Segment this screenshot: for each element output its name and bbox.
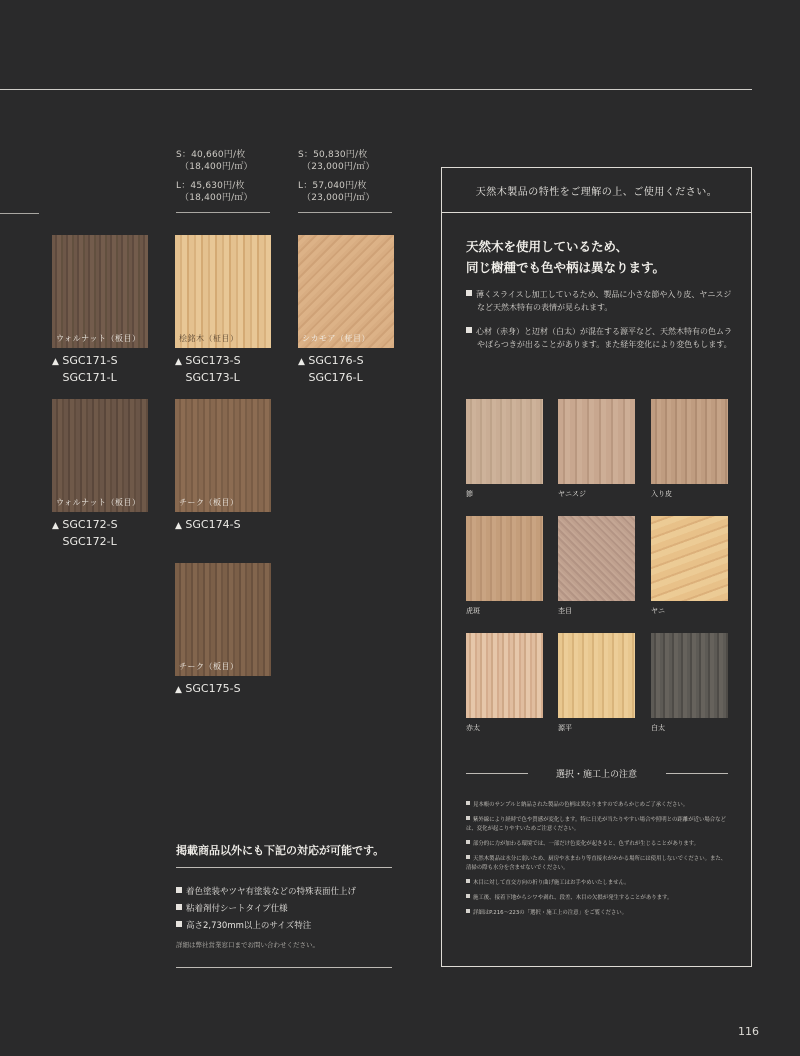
bullet-square-icon xyxy=(466,909,470,913)
natural-wood-notes-box xyxy=(441,167,752,967)
price-hinoki-s2: （18,400円/㎡） xyxy=(180,162,253,172)
product-code-sgc172: ▲ SGC172-S SGC172-L xyxy=(52,518,118,548)
sample-shirata xyxy=(651,633,728,718)
notes-bullet-2: 心材（赤身）と辺材（白太）が混在する源平など、天然木特有の色ムラやばらつきが出ることがあります。また経年変化により変色もします。 xyxy=(466,325,737,351)
product-code-sgc173: ▲ SGC173-S SGC173-L xyxy=(175,354,241,384)
sample-irikawa xyxy=(651,399,728,484)
sample-genpei xyxy=(558,633,635,718)
top-rule xyxy=(0,89,752,90)
options-item: 着色塗装やツヤ有塗装などの特殊表面仕上げ xyxy=(176,884,356,901)
sample-label: 虎斑 xyxy=(466,607,480,615)
options-rule-top xyxy=(176,867,392,868)
swatch-teak-sgc174 xyxy=(175,399,271,512)
notes-bullet-1: 薄くスライスし加工しているため、製品に小さな節や入り皮、ヤニスジなど天然木特有の表情が見られます。 xyxy=(466,288,737,314)
sample-yani xyxy=(651,516,728,601)
triangle-icon: ▲ xyxy=(175,685,182,695)
caution-item: 部分的に力が加わる環境では、一部だけ色変化が起きると、色ずれが生じることがあります。 xyxy=(466,840,728,849)
sample-label: 白太 xyxy=(651,724,665,732)
notes-headline-line1: 天然木を使用しているため、 xyxy=(466,239,629,254)
price-sycamore-s2: （23,000円/㎡） xyxy=(302,162,375,172)
cautions-rule-right xyxy=(666,773,728,774)
bullet-square-icon xyxy=(176,904,182,910)
price-hinoki-l1: L：45,630円/枚 xyxy=(176,181,245,191)
cautions-list xyxy=(466,801,728,918)
sample-label: ヤニスジ xyxy=(558,490,586,498)
product-code-sgc175: ▲ SGC175-S xyxy=(175,682,241,695)
sample-label: 杢目 xyxy=(558,607,572,615)
bullet-square-icon xyxy=(466,327,472,333)
options-item: 粘着剤付シートタイプ仕様 xyxy=(176,901,356,918)
notes-header xyxy=(442,168,751,213)
triangle-icon: ▲ xyxy=(52,521,59,531)
bullet-square-icon xyxy=(466,855,470,859)
bullet-square-icon xyxy=(466,840,470,844)
swatch-label: ウォルナット（板目） xyxy=(56,498,141,507)
swatch-label: チーク（板目） xyxy=(179,662,239,671)
triangle-icon: ▲ xyxy=(175,521,182,531)
price-sycamore-l2: （23,000円/㎡） xyxy=(302,193,375,203)
product-code-sgc176: ▲ SGC176-S SGC176-L xyxy=(298,354,364,384)
notes-headline-line2: 同じ樹種でも色や柄は異なります。 xyxy=(466,260,666,275)
options-rule-bottom xyxy=(176,967,392,968)
sample-yanisuji xyxy=(558,399,635,484)
triangle-icon: ▲ xyxy=(52,357,59,367)
price-rule-sycamore xyxy=(298,212,392,213)
bullet-square-icon xyxy=(176,887,182,893)
swatch-label: シカモア（柾目） xyxy=(302,334,370,343)
caution-item: 木目に対して直交方向の折り曲げ施工はお手やめいたしません。 xyxy=(466,879,728,888)
caution-item: 見本帳のサンプルと納品された製品の色柄は異なりますのであらかじめご了承ください。 xyxy=(466,801,728,810)
sample-label: ヤニ xyxy=(651,607,665,615)
sample-akata xyxy=(466,633,543,718)
bullet-square-icon xyxy=(466,894,470,898)
sample-mokume xyxy=(558,516,635,601)
triangle-icon: ▲ xyxy=(175,357,182,367)
sample-fushi xyxy=(466,399,543,484)
bullet-square-icon xyxy=(466,879,470,883)
sample-torafu xyxy=(466,516,543,601)
bullet-square-icon xyxy=(176,921,182,927)
caution-item: 施工後、接着下地からシワや剥れ、段差、木目の欠損が発生することがあります。 xyxy=(466,894,728,903)
product-code-sgc174: ▲ SGC174-S xyxy=(175,518,241,531)
swatch-label: チーク（板目） xyxy=(179,498,239,507)
swatch-walnut-sgc171 xyxy=(52,235,148,348)
caution-item: 天然木製品は水分に弱いため、厨房や水まわり等直接水がかかる場所には使用しないでください。また、清掃の際も水分を含ませないでください。 xyxy=(466,856,727,871)
swatch-walnut-sgc172 xyxy=(52,399,148,512)
price-hinoki-l2: （18,400円/㎡） xyxy=(180,193,253,203)
left-rule xyxy=(0,213,39,214)
swatch-label: ウォルナット（板目） xyxy=(56,334,141,343)
options-list xyxy=(176,884,356,935)
sample-label: 入り皮 xyxy=(651,490,672,498)
swatch-sycamore-sgc176 xyxy=(298,235,394,348)
price-sycamore-s1: S：50,830円/枚 xyxy=(298,150,368,160)
swatch-teak-sgc175 xyxy=(175,563,271,676)
swatch-label: 桧銘木（柾目） xyxy=(179,334,239,343)
swatch-hinoki-sgc173 xyxy=(175,235,271,348)
bullet-square-icon xyxy=(466,801,470,805)
price-hinoki-s1: S：40,660円/枚 xyxy=(176,150,246,160)
cautions-title: 選択・施工上の注意 xyxy=(555,770,637,780)
price-sycamore-l1: L：57,040円/枚 xyxy=(298,181,367,191)
options-title: 掲載商品以外にも下記の対応が可能です。 xyxy=(176,844,385,857)
bullet-square-icon xyxy=(466,816,470,820)
bullet-square-icon xyxy=(466,290,472,296)
notes-header-text: 天然木製品の特性をご理解の上、ご使用ください。 xyxy=(475,187,718,198)
caution-item: 紫外線により経時で色や質感が変化します。特に日光が当たりやすい場合や照明との距離が近い場合などは、変化が起こりやすいためご注意ください。 xyxy=(466,817,726,832)
caution-item: 詳細はP.216〜223の「選択・施工上の注意」をご覧ください。 xyxy=(466,909,728,918)
page-number: 116 xyxy=(738,1025,759,1038)
triangle-icon: ▲ xyxy=(298,357,305,367)
sample-label: 源平 xyxy=(558,724,572,732)
price-rule-hinoki xyxy=(176,212,270,213)
options-note: 詳細は弊社営業窓口までお問い合わせください。 xyxy=(176,941,319,949)
product-code-sgc171: ▲ SGC171-S SGC171-L xyxy=(52,354,118,384)
options-item: 高さ2,730mm以上のサイズ特注 xyxy=(176,918,356,935)
notes-headline xyxy=(466,236,665,278)
sample-label: 赤太 xyxy=(466,724,480,732)
sample-label: 節 xyxy=(466,490,473,498)
